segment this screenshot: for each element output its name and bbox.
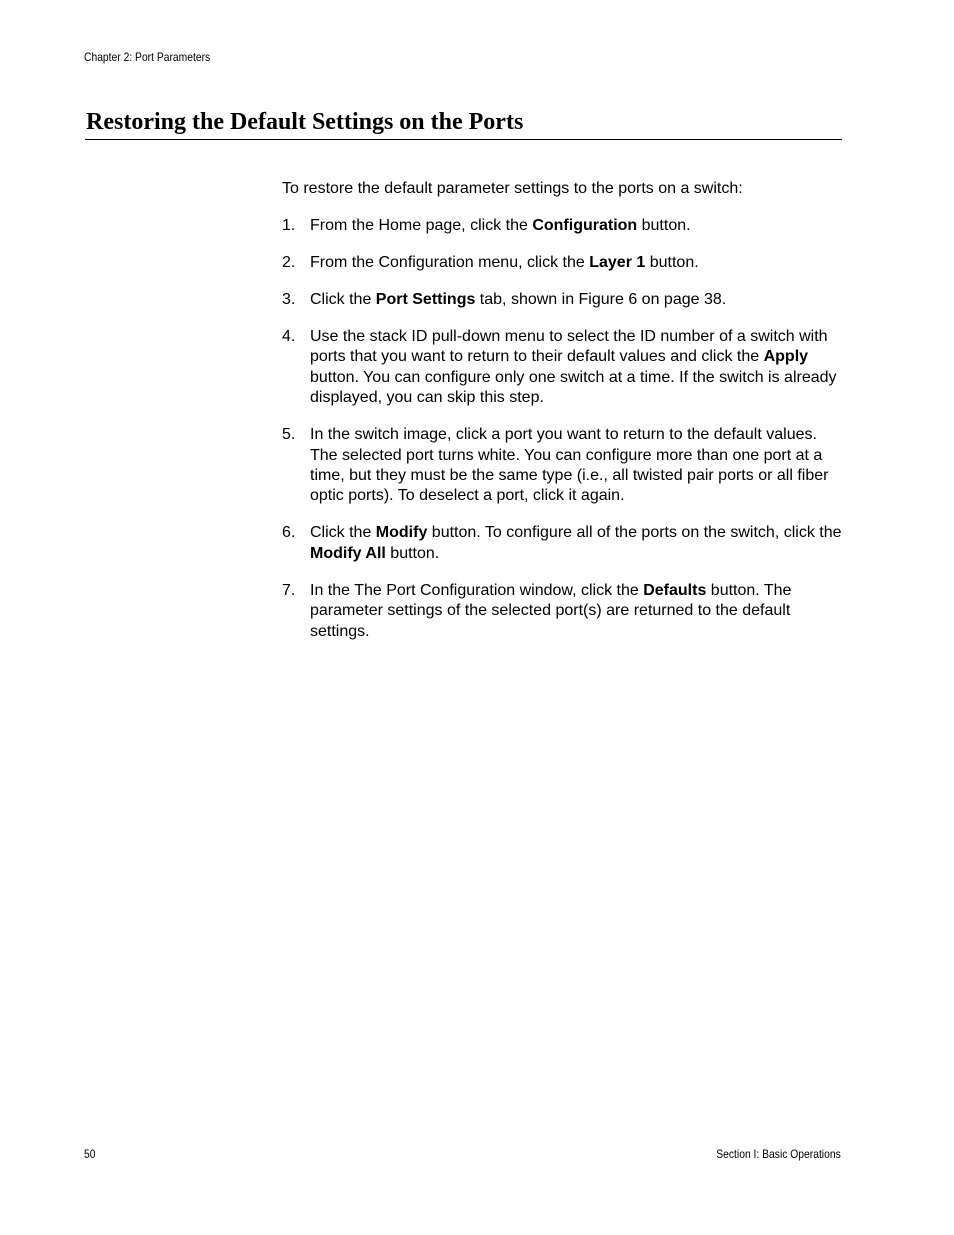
ui-term: Apply [763,348,809,366]
step-text [310,524,842,561]
section-footer: Section I: Basic Operations [716,1147,841,1161]
step-text-run: In the switch image, click a port you want to return to the default values. The selected port turns white. You can configure more than one port at a time, but they must be the same type (i.e., all twisted pair ports or all fiber optic ports). To deselect a port, click it again. [310,426,829,505]
step-item [282,290,844,310]
step-text-run: In the The Port Configuration window, click the [310,581,644,599]
ui-term: Defaults [643,581,707,599]
step-text-run: button. [637,217,691,234]
step-text-run: button. The parameter settings of the selected port(s) are returned to the default settings. [310,581,792,640]
step-number: 5. [282,426,296,444]
procedure-steps [282,216,844,659]
step-text-run: Click the [310,291,376,308]
ui-term: Modify [375,524,428,542]
step-text [310,217,691,234]
intro-paragraph: To restore the default parameter settings to the ports on a switch: [282,180,743,197]
step-text-run: From the Configuration menu, click the [310,254,590,271]
step-number: 1. [282,217,296,234]
step-text [310,426,828,504]
step-number: 4. [282,328,296,345]
step-number: 2. [282,254,296,271]
step-text-run: From the Home page, click the [310,217,533,234]
step-item [282,523,844,564]
section-title: Restoring the Default Settings on the Ports [86,109,524,135]
step-text-run: button. [385,544,440,562]
step-text-run: button. [645,254,699,271]
step-text [310,291,726,308]
step-number: 6. [282,524,296,542]
ui-term: Modify All [310,544,386,562]
step-text-run: tab, shown in Figure 6 on page 38. [475,291,727,308]
step-text [310,582,791,640]
step-item [282,253,844,273]
step-item [282,327,844,409]
step-item [282,581,844,642]
ui-term: Port Settings [375,291,476,308]
running-head: Chapter 2: Port Parameters [84,50,211,64]
page-number: 50 [84,1147,96,1161]
step-text-run: Click the [310,524,376,542]
ui-term: Configuration [532,217,638,234]
step-text-run: Use the stack ID pull-down menu to select the ID number of a switch with ports that you want to return to their default values and click the [310,328,828,366]
title-rule [85,139,842,140]
step-item [282,216,844,236]
step-text-run: button. To configure all of the ports on the switch, click the [427,524,842,542]
step-text [310,254,699,271]
ui-term: Layer 1 [589,254,646,271]
step-item [282,425,844,507]
step-number: 3. [282,291,296,308]
step-number: 7. [282,581,296,599]
step-text-run: button. You can configure only one switch at a time. If the switch is already displayed, you can skip this step. [310,368,837,407]
step-text [310,328,837,406]
